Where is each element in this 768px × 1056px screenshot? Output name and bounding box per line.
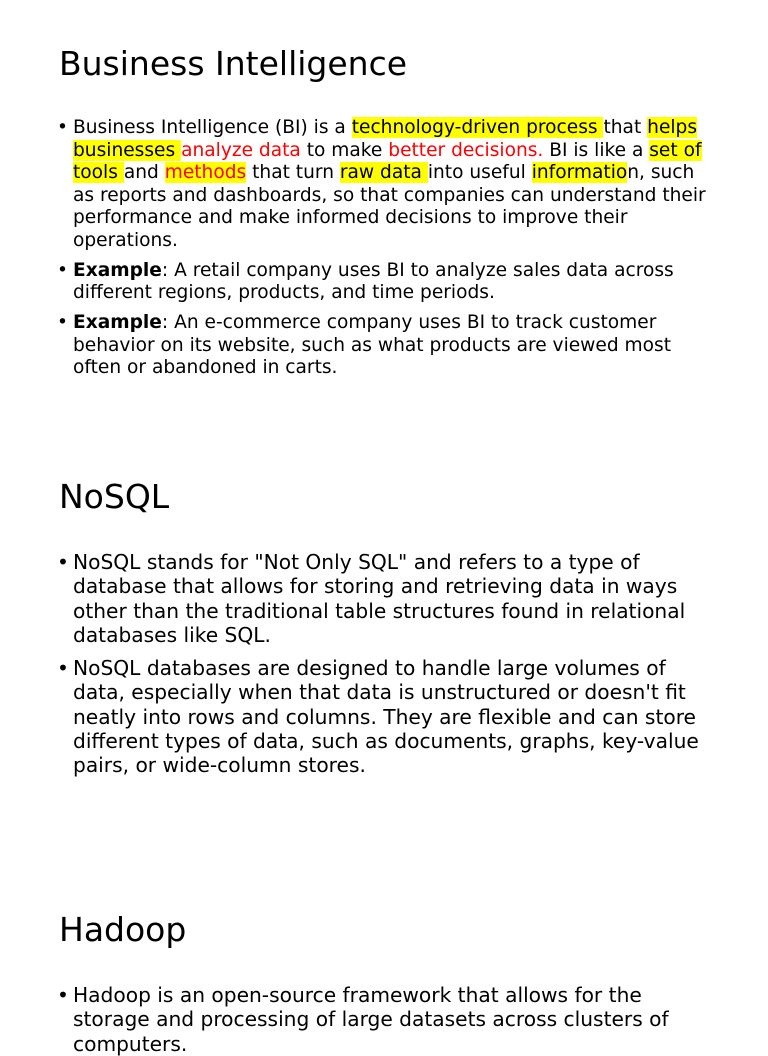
bullet-item bbox=[0, 983, 713, 1056]
red-text: better decisions. bbox=[388, 139, 544, 161]
text-run: BI is like a bbox=[543, 139, 650, 161]
text-run: to make bbox=[300, 139, 389, 161]
bullet-item bbox=[0, 260, 713, 305]
text-run: : An e-commerce company uses BI to track customer behavior on its website, such as what products are viewed most often or abandoned in carts. bbox=[73, 312, 671, 378]
text-run: and bbox=[123, 162, 165, 183]
highlighted-text: raw data bbox=[339, 162, 428, 183]
text-run: : A retail company uses BI to analyze sales data across different regions, products, and time periods. bbox=[73, 259, 674, 303]
bullet-item bbox=[0, 550, 713, 647]
highlighted-red-text: methods bbox=[164, 162, 247, 183]
bullet-marker: • bbox=[57, 550, 69, 574]
highlighted-text: informatio bbox=[531, 162, 628, 183]
bullet-list bbox=[0, 550, 713, 787]
bullet-text: NoSQL databases are designed to handle large volumes of data, especially when that data is unstructured or doesn't fit neatly into rows and columns. They are flexible and can store different types of data, such as documents, graphs, key-value pairs, or wide-column stores. bbox=[73, 656, 699, 778]
text-run: into useful bbox=[427, 162, 532, 183]
highlighted-text: technology-driven process bbox=[351, 117, 604, 138]
bullet-marker: • bbox=[57, 983, 69, 1007]
bullet-item bbox=[0, 656, 713, 777]
text-run: that bbox=[603, 117, 648, 138]
text-run: Business Intelligence (BI) is a bbox=[73, 117, 352, 138]
bullet-text: NoSQL stands for "Not Only SQL" and refers to a type of database that allows for storing and retrieving data in ways other than the traditional table structures found in relational databases like SQL. bbox=[73, 550, 686, 647]
bullet-text: Hadoop is an open-source framework that allows for the storage and processing of large datasets across clusters of computers. bbox=[73, 983, 669, 1056]
red-text: analyze data bbox=[181, 139, 301, 161]
slide-title: Business Intelligence bbox=[59, 44, 408, 83]
bullet-item bbox=[0, 117, 713, 252]
slide-title: Hadoop bbox=[59, 910, 187, 949]
bullet-marker: • bbox=[57, 117, 68, 138]
example-label: Example bbox=[73, 312, 162, 333]
slide-title: NoSQL bbox=[59, 477, 170, 516]
text-run: that turn bbox=[246, 162, 340, 183]
bullet-marker: • bbox=[57, 656, 69, 681]
highlighted-text: helps businesses bbox=[73, 117, 698, 161]
bullet-marker: • bbox=[57, 259, 68, 281]
highlighted-text: set of tools bbox=[73, 139, 702, 183]
bullet-item bbox=[0, 312, 713, 380]
bullet-marker: • bbox=[57, 312, 68, 333]
bullet-list bbox=[0, 983, 713, 1056]
text-run: n, such as reports and dashboards, so that companies can understand their performance and make informed decisions to improve their operations. bbox=[73, 162, 706, 251]
bullet-list bbox=[0, 117, 713, 387]
example-label: Example bbox=[73, 259, 162, 281]
